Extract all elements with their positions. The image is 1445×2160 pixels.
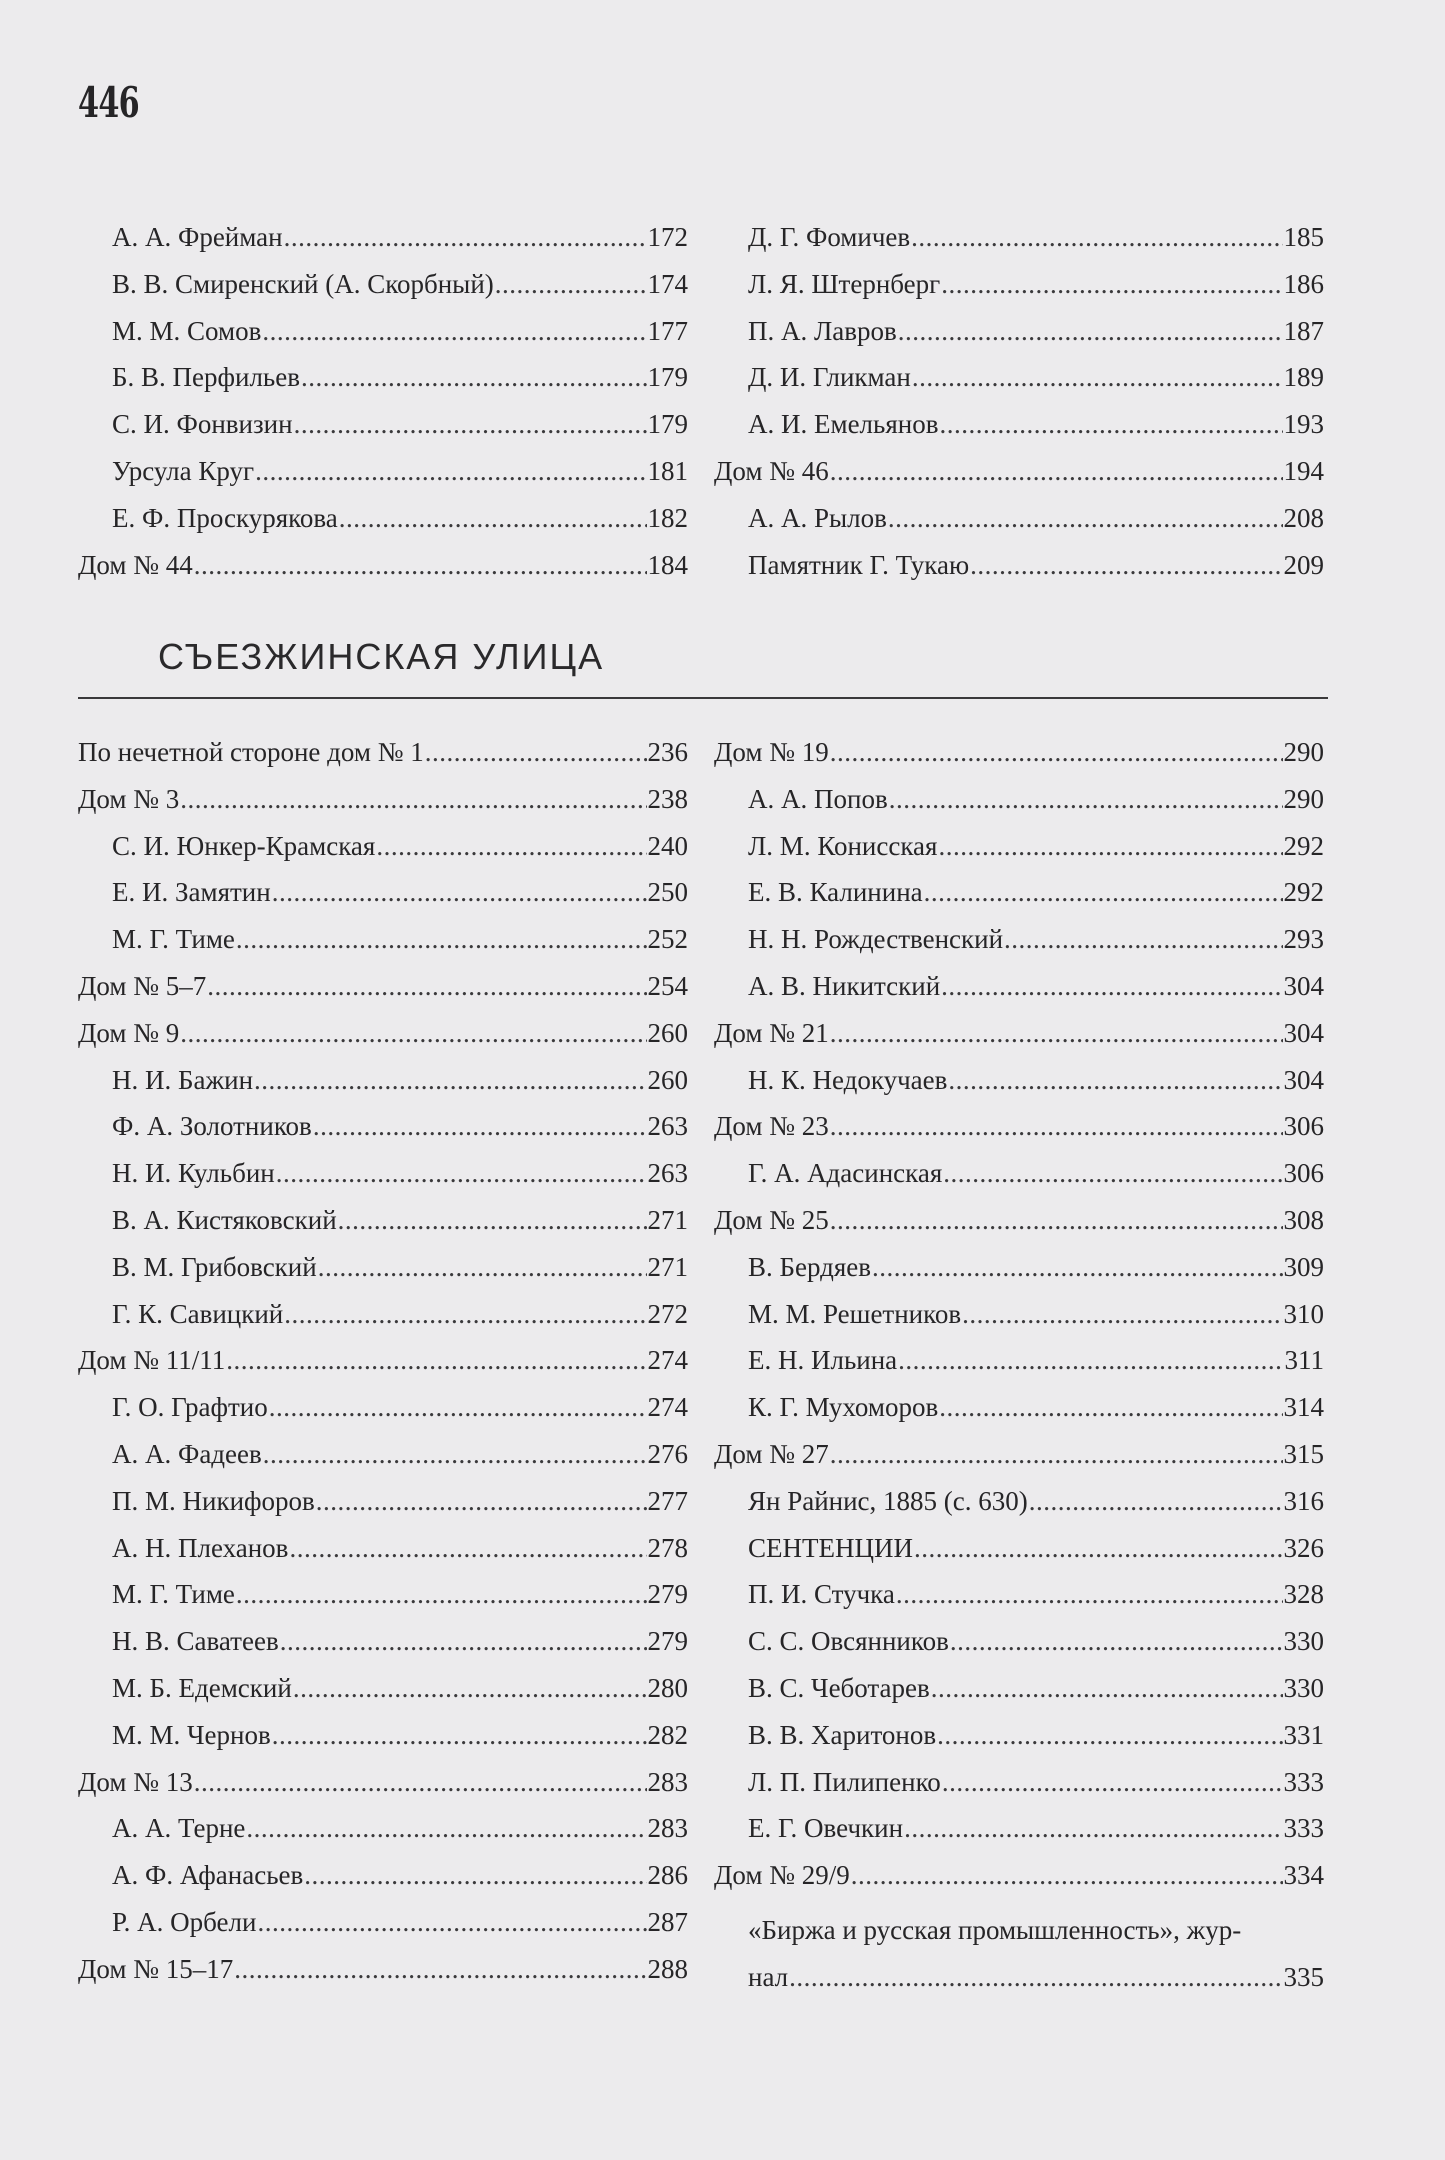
toc-entry bbox=[78, 1158, 688, 1205]
toc-entry-page: 279 bbox=[647, 1626, 688, 1657]
toc-entry-title: Ф. А. Золотников bbox=[112, 1111, 312, 1142]
toc-entry-title: Е. В. Калинина bbox=[748, 877, 923, 908]
toc-entry-page: 177 bbox=[647, 315, 688, 346]
toc-entry bbox=[714, 737, 1324, 784]
toc-entry-page: 330 bbox=[1283, 1626, 1324, 1657]
toc-entry-page: 250 bbox=[647, 877, 688, 908]
toc-entry-title: Е. И. Замятин bbox=[112, 877, 271, 908]
toc-entry-page: 182 bbox=[647, 502, 688, 533]
toc-entry-title: М. М. Решетников bbox=[748, 1298, 962, 1329]
toc-entry-title: Н. И. Кульбин bbox=[112, 1158, 275, 1189]
toc-entry bbox=[714, 924, 1324, 971]
toc-entry-page: 254 bbox=[647, 970, 688, 1001]
toc-entry-title: Д. И. Гликман bbox=[748, 362, 911, 393]
toc-entry-title: Г. К. Савицкий bbox=[112, 1298, 284, 1329]
leader-dots bbox=[255, 456, 646, 487]
toc-entry-page: 274 bbox=[647, 1392, 688, 1423]
toc-entry-title: СЕНТЕНЦИИ bbox=[748, 1532, 913, 1563]
toc-entry-page: 309 bbox=[1283, 1251, 1324, 1282]
toc-entry-title: Л. Я. Штернберг bbox=[748, 268, 941, 299]
leader-dots bbox=[789, 1954, 1282, 2001]
toc-entry bbox=[78, 1673, 688, 1720]
leader-dots bbox=[194, 1767, 647, 1798]
toc-entry-wrapped bbox=[714, 1907, 1324, 2001]
toc-entry bbox=[78, 550, 688, 597]
leader-dots bbox=[180, 1018, 646, 1049]
toc-entry-page: 179 bbox=[647, 409, 688, 440]
toc-entry-title: Памятник Г. Тукаю bbox=[748, 549, 970, 580]
toc-entry-title: Н. И. Бажин bbox=[112, 1064, 254, 1095]
leader-dots bbox=[236, 924, 647, 955]
toc-entry bbox=[78, 222, 688, 269]
leader-dots bbox=[269, 1392, 647, 1423]
toc-entry-title: Г. А. Адасинская bbox=[748, 1158, 943, 1189]
toc-entry-page: 293 bbox=[1283, 924, 1324, 955]
toc-entry bbox=[714, 1252, 1324, 1299]
toc-entry-page: 292 bbox=[1283, 830, 1324, 861]
toc-entry-page: 316 bbox=[1283, 1485, 1324, 1516]
toc-entry bbox=[714, 1158, 1324, 1205]
toc-entry-title: А. А. Фрейман bbox=[112, 222, 283, 252]
toc-entry bbox=[78, 1111, 688, 1158]
leader-dots bbox=[254, 1065, 646, 1096]
toc-entry bbox=[78, 503, 688, 550]
toc-entry-title: Н. Н. Рождественский bbox=[748, 924, 1004, 955]
toc-entry bbox=[78, 1439, 688, 1486]
toc-entry-page: 292 bbox=[1283, 877, 1324, 908]
toc-entry-page: 277 bbox=[647, 1485, 688, 1516]
toc-entry bbox=[714, 1486, 1324, 1533]
leader-dots bbox=[942, 1767, 1283, 1798]
toc-entry bbox=[714, 1018, 1324, 1065]
toc-entry bbox=[78, 1533, 688, 1580]
toc-entry-page: 184 bbox=[647, 549, 688, 580]
leader-dots bbox=[226, 1345, 646, 1376]
toc-bottom-left-column bbox=[78, 737, 688, 2001]
leader-dots bbox=[939, 409, 1282, 440]
toc-entry-page: 280 bbox=[647, 1672, 688, 1703]
toc-bottom-right-column bbox=[714, 737, 1324, 2001]
toc-entry-title: Урсула Круг bbox=[112, 455, 255, 486]
toc-entry-title: Дом № 46 bbox=[714, 455, 829, 486]
leader-dots bbox=[912, 362, 1283, 393]
toc-entry-title-line1: «Биржа и русская промышленность», жур- bbox=[748, 1914, 1242, 1945]
toc-entry-title: А. А. Терне bbox=[112, 1813, 246, 1844]
leader-dots bbox=[262, 316, 646, 347]
leader-dots bbox=[939, 1392, 1282, 1423]
leader-dots bbox=[272, 1720, 647, 1751]
toc-entry bbox=[78, 1252, 688, 1299]
toc-entry bbox=[714, 1767, 1324, 1814]
toc-entry-page: 330 bbox=[1283, 1672, 1324, 1703]
toc-entry-page: 306 bbox=[1283, 1158, 1324, 1189]
leader-dots bbox=[830, 1111, 1283, 1142]
leader-dots bbox=[896, 1579, 1283, 1610]
toc-entry-title: Д. Г. Фомичев bbox=[748, 222, 911, 252]
leader-dots bbox=[943, 1158, 1282, 1189]
toc-entry-title: С. И. Юнкер-Крамская bbox=[112, 830, 376, 861]
toc-entry-title: В. А. Кистяковский bbox=[112, 1204, 337, 1235]
toc-entry-page: 181 bbox=[647, 455, 688, 486]
section-rule bbox=[78, 697, 1328, 699]
toc-entry bbox=[714, 550, 1324, 597]
toc-entry-page: 194 bbox=[1283, 455, 1324, 486]
toc-entry-page: 283 bbox=[647, 1766, 688, 1797]
toc-entry-page: 328 bbox=[1283, 1579, 1324, 1610]
toc-entry bbox=[78, 737, 688, 784]
leader-dots bbox=[889, 784, 1283, 815]
toc-entry bbox=[78, 269, 688, 316]
leader-dots bbox=[276, 1158, 647, 1189]
toc-entry-page: 311 bbox=[1284, 1345, 1324, 1376]
leader-dots bbox=[294, 409, 647, 440]
toc-entry-page: 179 bbox=[647, 362, 688, 393]
toc-entry bbox=[78, 409, 688, 456]
toc-entry bbox=[714, 1299, 1324, 1346]
leader-dots bbox=[948, 1065, 1282, 1096]
leader-dots bbox=[898, 1345, 1283, 1376]
toc-entry-page: 304 bbox=[1283, 1064, 1324, 1095]
leader-dots bbox=[194, 550, 647, 581]
toc-entry bbox=[78, 924, 688, 971]
toc-entry bbox=[78, 1205, 688, 1252]
toc-entry bbox=[78, 831, 688, 878]
toc-entry-page: 272 bbox=[647, 1298, 688, 1329]
toc-entry-title: В. С. Чеботарев bbox=[748, 1672, 930, 1703]
toc-entry bbox=[78, 1767, 688, 1814]
toc-entry-page: 263 bbox=[647, 1158, 688, 1189]
toc-entry-title: Дом № 3 bbox=[78, 783, 180, 814]
toc-entry-title: П. М. Никифоров bbox=[112, 1485, 315, 1516]
toc-entry-title: В. В. Харитонов bbox=[748, 1719, 937, 1750]
toc-entry-page: 278 bbox=[647, 1532, 688, 1563]
leader-dots bbox=[830, 1205, 1283, 1236]
toc-entry bbox=[78, 1954, 688, 2001]
toc-entry-page: 314 bbox=[1283, 1392, 1324, 1423]
toc-entry bbox=[714, 877, 1324, 924]
toc-entry bbox=[78, 784, 688, 831]
toc-entry-page: 187 bbox=[1283, 315, 1324, 346]
toc-entry-title: По нечетной стороне дом № 1 bbox=[78, 737, 424, 767]
toc-entry-title: М. Г. Тиме bbox=[112, 924, 235, 955]
toc-entry-page: 315 bbox=[1283, 1438, 1324, 1469]
toc-entry-page: 240 bbox=[647, 830, 688, 861]
toc-entry-title: М. М. Чернов bbox=[112, 1719, 271, 1750]
toc-entry-title: А. А. Рылов bbox=[748, 502, 887, 533]
toc-entry bbox=[714, 362, 1324, 409]
toc-entry-page: 310 bbox=[1283, 1298, 1324, 1329]
toc-entry-page: 193 bbox=[1283, 409, 1324, 440]
toc-entry-title: Р. А. Орбели bbox=[112, 1906, 257, 1937]
toc-entry-title: В. Бердяев bbox=[748, 1251, 872, 1282]
toc-entry bbox=[78, 1579, 688, 1626]
leader-dots bbox=[941, 971, 1282, 1002]
leader-dots bbox=[180, 784, 646, 815]
toc-entry-title: М. Б. Едемский bbox=[112, 1672, 292, 1703]
toc-entry bbox=[714, 409, 1324, 456]
toc-entry-title: Л. М. Конисская bbox=[748, 830, 938, 861]
leader-dots bbox=[830, 456, 1283, 487]
toc-entry bbox=[714, 1579, 1324, 1626]
leader-dots bbox=[272, 877, 647, 908]
toc-entry-title: Дом № 44 bbox=[78, 549, 193, 580]
leader-dots bbox=[830, 737, 1283, 768]
toc-entry bbox=[714, 1860, 1324, 1907]
leader-dots bbox=[931, 1673, 1283, 1704]
toc-entry bbox=[714, 456, 1324, 503]
toc-entry-title: Дом № 23 bbox=[714, 1111, 829, 1142]
leader-dots bbox=[263, 1439, 647, 1470]
page-number: 446 bbox=[78, 78, 139, 127]
toc-entry-title-line2: нал bbox=[748, 1961, 789, 1992]
toc-entry bbox=[78, 1345, 688, 1392]
toc-entry-page: 331 bbox=[1283, 1719, 1324, 1750]
toc-entry-page: 326 bbox=[1283, 1532, 1324, 1563]
toc-entry bbox=[714, 1392, 1324, 1439]
leader-dots bbox=[338, 1205, 647, 1236]
leader-dots bbox=[207, 971, 646, 1002]
leader-dots bbox=[872, 1252, 1282, 1283]
toc-entry-title: М. Г. Тиме bbox=[112, 1579, 235, 1610]
toc-entry bbox=[714, 1111, 1324, 1158]
toc-entry-title: А. А. Попов bbox=[748, 783, 888, 814]
leader-dots bbox=[376, 831, 646, 862]
leader-dots bbox=[937, 1720, 1282, 1751]
toc-entry-title: Г. О. Графтио bbox=[112, 1392, 268, 1423]
toc-entry-title: С. С. Овсянников bbox=[748, 1626, 949, 1657]
toc-entry-page: 274 bbox=[647, 1345, 688, 1376]
leader-dots bbox=[425, 737, 647, 768]
toc-entry-title: Ян Райнис, 1885 (с. 630) bbox=[748, 1485, 1028, 1516]
toc-entry bbox=[714, 222, 1324, 269]
leader-dots bbox=[495, 269, 647, 300]
toc-entry-title: А. А. Фадеев bbox=[112, 1438, 262, 1469]
toc-entry-page: 304 bbox=[1283, 970, 1324, 1001]
toc-entry-page: 271 bbox=[647, 1251, 688, 1282]
leader-dots bbox=[301, 362, 647, 393]
toc-entry-page: 308 bbox=[1283, 1204, 1324, 1235]
toc-entry-page: 333 bbox=[1283, 1813, 1324, 1844]
leader-dots bbox=[257, 1907, 646, 1938]
toc-entry-title: П. А. Лавров bbox=[748, 315, 897, 346]
toc-entry-page: 335 bbox=[1283, 1961, 1324, 1992]
toc-entry-title: Е. Г. Овечкин bbox=[748, 1813, 904, 1844]
leader-dots bbox=[313, 1111, 647, 1142]
toc-entry-page: 276 bbox=[647, 1438, 688, 1469]
toc-entry bbox=[78, 971, 688, 1018]
toc-entry bbox=[714, 1533, 1324, 1580]
toc-entry-title: Дом № 21 bbox=[714, 1017, 829, 1048]
toc-entry-page: 263 bbox=[647, 1111, 688, 1142]
toc-entry-page: 290 bbox=[1283, 737, 1324, 767]
toc-entry-page: 252 bbox=[647, 924, 688, 955]
leader-dots bbox=[289, 1533, 646, 1564]
toc-entry-page: 279 bbox=[647, 1579, 688, 1610]
toc-entry bbox=[714, 831, 1324, 878]
toc-entry bbox=[78, 1299, 688, 1346]
toc-entry bbox=[78, 877, 688, 924]
toc-entry bbox=[78, 1486, 688, 1533]
toc-entry-title: Б. В. Перфильев bbox=[112, 362, 300, 393]
toc-entry-title: Дом № 15–17 bbox=[78, 1953, 234, 1984]
toc-entry bbox=[78, 1065, 688, 1112]
toc-entry-page: 260 bbox=[647, 1017, 688, 1048]
leader-dots bbox=[246, 1813, 646, 1844]
leader-dots bbox=[962, 1299, 1282, 1330]
toc-entry bbox=[714, 1720, 1324, 1767]
toc-entry-title: Дом № 19 bbox=[714, 737, 829, 767]
section-title: СЪЕЗЖИНСКАЯ УЛИЦА bbox=[158, 636, 605, 677]
toc-entry-page: 286 bbox=[647, 1860, 688, 1891]
toc-entry bbox=[78, 1626, 688, 1673]
toc-entry-page: 288 bbox=[647, 1953, 688, 1984]
toc-entry-line2 bbox=[748, 1954, 1324, 2001]
toc-entry-page: 333 bbox=[1283, 1766, 1324, 1797]
leader-dots bbox=[284, 222, 647, 253]
toc-entry bbox=[714, 1065, 1324, 1112]
toc-entry-page: 185 bbox=[1283, 222, 1324, 252]
toc-entry-page: 238 bbox=[647, 783, 688, 814]
toc-entry-title: С. И. Фонвизин bbox=[112, 409, 293, 440]
toc-entry bbox=[714, 316, 1324, 363]
leader-dots bbox=[830, 1439, 1283, 1470]
toc-entry-title: А. Ф. Афанасьев bbox=[112, 1860, 304, 1891]
leader-dots bbox=[851, 1860, 1283, 1891]
leader-dots bbox=[950, 1626, 1283, 1657]
toc-entry-title: Дом № 29/9 bbox=[714, 1860, 850, 1891]
toc-entry-page: 174 bbox=[647, 268, 688, 299]
toc-entry-title: Н. В. Саватеев bbox=[112, 1626, 279, 1657]
leader-dots bbox=[941, 269, 1282, 300]
toc-entry-title: В. В. Смиренский (А. Скорбный) bbox=[112, 268, 494, 299]
toc-entry bbox=[78, 1392, 688, 1439]
toc-entry-title: А. И. Емельянов bbox=[748, 409, 939, 440]
leader-dots bbox=[938, 831, 1282, 862]
toc-entry bbox=[78, 1720, 688, 1767]
leader-dots bbox=[339, 503, 647, 534]
toc-entry-page: 236 bbox=[647, 737, 688, 767]
toc-entry-title: Дом № 13 bbox=[78, 1766, 193, 1797]
toc-entry-page: 282 bbox=[647, 1719, 688, 1750]
leader-dots bbox=[911, 222, 1282, 253]
toc-entry bbox=[78, 1813, 688, 1860]
toc-entry-title: Н. К. Недокучаев bbox=[748, 1064, 948, 1095]
toc-entry-title: Е. Н. Ильина bbox=[748, 1345, 898, 1376]
toc-entry bbox=[714, 503, 1324, 550]
toc-entry bbox=[78, 1860, 688, 1907]
toc-entry-title: Л. П. Пилипенко bbox=[748, 1766, 941, 1797]
leader-dots bbox=[970, 550, 1282, 581]
toc-entry-page: 260 bbox=[647, 1064, 688, 1095]
toc-entry-title: Е. Ф. Проскурякова bbox=[112, 502, 338, 533]
toc-entry bbox=[714, 1673, 1324, 1720]
toc-entry bbox=[78, 1907, 688, 1954]
toc-entry-title: Дом № 27 bbox=[714, 1438, 829, 1469]
leader-dots bbox=[234, 1954, 646, 1985]
leader-dots bbox=[293, 1673, 647, 1704]
toc-entry-page: 334 bbox=[1283, 1860, 1324, 1891]
leader-dots bbox=[318, 1252, 647, 1283]
leader-dots bbox=[830, 1018, 1283, 1049]
toc-entry-page: 306 bbox=[1283, 1111, 1324, 1142]
toc-entry-page: 304 bbox=[1283, 1017, 1324, 1048]
toc-entry-title: Дом № 25 bbox=[714, 1204, 829, 1235]
toc-entry-title: К. Г. Мухоморов bbox=[748, 1392, 939, 1423]
leader-dots bbox=[888, 503, 1283, 534]
toc-entry-page: 290 bbox=[1283, 783, 1324, 814]
toc-entry-page: 283 bbox=[647, 1813, 688, 1844]
leader-dots bbox=[304, 1860, 646, 1891]
toc-entry-title: Дом № 9 bbox=[78, 1017, 180, 1048]
leader-dots bbox=[898, 316, 1283, 347]
toc-entry-page: 208 bbox=[1283, 502, 1324, 533]
toc-entry bbox=[714, 1205, 1324, 1252]
toc-top-right-column bbox=[714, 222, 1324, 596]
leader-dots bbox=[236, 1579, 647, 1610]
toc-entry bbox=[78, 362, 688, 409]
leader-dots bbox=[316, 1486, 647, 1517]
toc-entry bbox=[714, 1813, 1324, 1860]
toc-entry-page: 189 bbox=[1283, 362, 1324, 393]
toc-entry bbox=[714, 1439, 1324, 1486]
toc-entry-title: П. И. Стучка bbox=[748, 1579, 895, 1610]
leader-dots bbox=[914, 1533, 1283, 1564]
toc-entry bbox=[714, 1626, 1324, 1673]
toc-entry bbox=[78, 1018, 688, 1065]
toc-entry-title: А. Н. Плеханов bbox=[112, 1532, 289, 1563]
toc-entry-title: М. М. Сомов bbox=[112, 315, 262, 346]
toc-entry-page: 287 bbox=[647, 1906, 688, 1937]
toc-entry-page: 271 bbox=[647, 1204, 688, 1235]
leader-dots bbox=[284, 1299, 646, 1330]
toc-entry bbox=[78, 456, 688, 503]
leader-dots bbox=[1004, 924, 1282, 955]
leader-dots bbox=[924, 877, 1283, 908]
toc-top-left-column bbox=[78, 222, 688, 596]
toc-entry bbox=[78, 316, 688, 363]
toc-entry-title: Дом № 5–7 bbox=[78, 970, 207, 1001]
toc-entry bbox=[714, 784, 1324, 831]
toc-entry-title: А. В. Никитский bbox=[748, 970, 941, 1001]
toc-entry-page: 209 bbox=[1283, 549, 1324, 580]
toc-entry-page: 172 bbox=[647, 222, 688, 252]
leader-dots bbox=[280, 1626, 647, 1657]
leader-dots bbox=[904, 1813, 1282, 1844]
toc-entry-title: В. М. Грибовский bbox=[112, 1251, 317, 1282]
leader-dots bbox=[1029, 1486, 1283, 1517]
toc-entry-title: Дом № 11/11 bbox=[78, 1345, 226, 1376]
toc-entry bbox=[714, 1345, 1324, 1392]
toc-entry bbox=[714, 971, 1324, 1018]
toc-entry-page: 186 bbox=[1283, 268, 1324, 299]
toc-entry bbox=[714, 269, 1324, 316]
